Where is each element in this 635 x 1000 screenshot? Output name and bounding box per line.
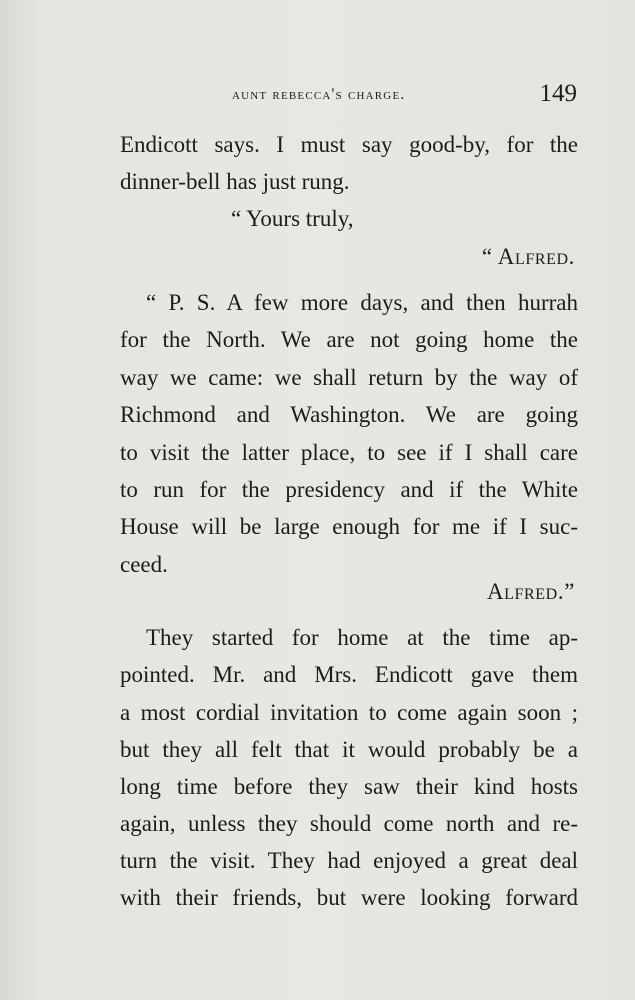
text-line: House will be large enough for me if I suc- — [120, 514, 578, 539]
text-line: for the North. We are not going home the — [120, 327, 578, 352]
text-line: to run for the presidency and if the White — [120, 477, 578, 502]
text-line: ceed. — [120, 552, 168, 577]
text-line: a most cordial invitation to come again soon ; — [120, 700, 578, 725]
text-line: to visit the latter place, to see if I shall care — [120, 440, 578, 465]
text-line: They started for home at the time ap- — [146, 625, 578, 650]
letter-closing: “ Yours truly, — [231, 206, 354, 231]
text-line: but they all felt that it would probably be a — [120, 737, 578, 762]
text-line: “ P. S. A few more days, and then hurrah — [146, 290, 578, 315]
text-line: dinner-bell has just rung. — [120, 169, 350, 194]
text-line: turn the visit. They had enjoyed a great deal — [120, 848, 578, 873]
text-line: with their friends, but were looking forward — [120, 885, 578, 910]
page-header — [0, 80, 635, 110]
text-line: way we came: we shall return by the way of — [120, 365, 578, 390]
text-line: long time before they saw their kind hosts — [120, 774, 578, 799]
page-number: 149 — [539, 80, 577, 107]
postscript-signature: Alfred.” — [486, 579, 575, 604]
letter-signature: “ Alfred. — [481, 244, 575, 269]
text-line: Endicott says. I must say good-by, for the — [120, 132, 578, 157]
text-line: Richmond and Washington. We are going — [120, 402, 578, 427]
text-line: pointed. Mr. and Mrs. Endicott gave them — [120, 662, 578, 687]
running-head: aunt rebecca's charge. — [232, 86, 406, 103]
text-line: again, unless they should come north and re- — [120, 811, 578, 836]
